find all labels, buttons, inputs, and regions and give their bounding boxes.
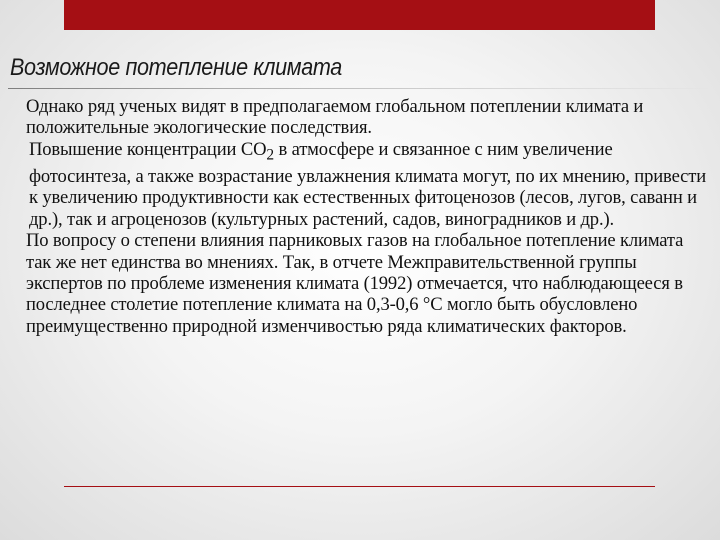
- title-divider: [8, 88, 712, 89]
- paragraph-3: По вопросу о степени влияния парниковых газов на глобальное потепление климата так же нет единства во мнениях. Так, в отчете Межправительственной группы экспертов по проблеме изменения климата (1992) отмечается, что наблюдающееся в последнее столетие потепление климата на 0,3-0,6 °С могло быть обусловлено преимущественно природной изменчивостью ряда климатических факторов.: [26, 230, 684, 337]
- paragraph-2-text-start: Повышение концентрации CO: [29, 138, 267, 160]
- paragraph-2: [26, 139, 712, 230]
- slide-body: [26, 96, 712, 337]
- top-accent-bar: [64, 0, 655, 30]
- paragraph-2-text-end: в атмосфере и связанное с ним увеличение фотосинтеза, а также возрастание увлажнения климата могут, по их мнению, привести к увеличению продуктивности как естественных фитоценозов (лесов, лугов, саванн и др.), так и агроценозов (культурных растений, садов, виноградников и др.).: [29, 138, 707, 230]
- slide-title: Возможное потепление климата: [10, 54, 342, 81]
- co2-subscript: 2: [266, 146, 274, 164]
- paragraph-1: Однако ряд ученых видят в предполагаемом глобальном потеплении климата и положительные экологические последствия.: [26, 96, 644, 139]
- bottom-accent-line: [64, 486, 655, 487]
